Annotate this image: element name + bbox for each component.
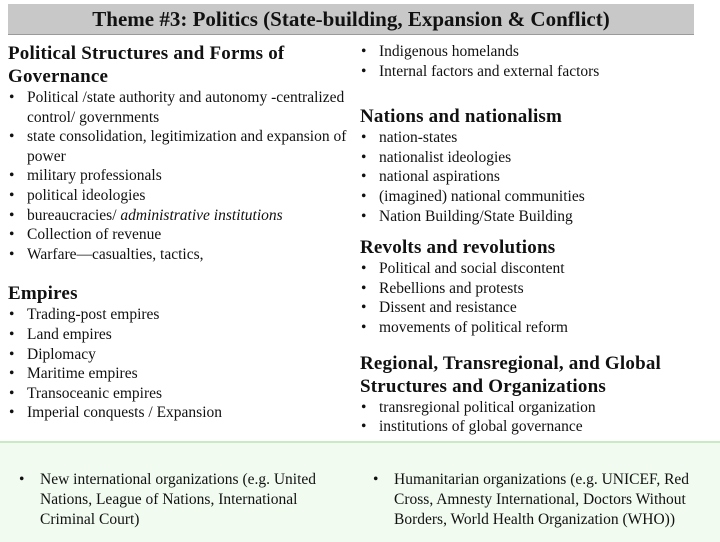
list-item: • military professionals: [8, 166, 348, 186]
list-item: • state consolidation, legitimization and expansion of power: [8, 127, 348, 166]
list-item: • New international organizations (e.g. United Nations, League of Nations, International Criminal Court): [18, 470, 348, 530]
list-item: • national aspirations: [360, 167, 710, 187]
regional-heading: Regional, Transregional, and Global Structures and Organizations: [360, 352, 662, 397]
list-item: • Imperial conquests / Expansion: [8, 403, 348, 423]
nations-heading: Nations and nationalism: [360, 106, 563, 128]
list-item: • Internal factors and external factors: [360, 62, 710, 82]
list-item-bureaucracies: [8, 206, 348, 226]
list-item: • Rebellions and protests: [360, 279, 710, 299]
list-item: • movements of political reform: [360, 318, 710, 338]
list-item: • Maritime empires: [8, 364, 348, 384]
top-list: [360, 42, 710, 81]
list-item: • transregional political organization: [360, 398, 710, 418]
empires-list: [8, 305, 348, 423]
bottom-right-list: [372, 470, 714, 530]
list-item: • institutions of global governance: [360, 417, 710, 437]
list-item: • Diplomacy: [8, 345, 348, 365]
list-item: • Political and social discontent: [360, 259, 710, 279]
list-item: • nation-states: [360, 128, 710, 148]
regional-list: [360, 398, 710, 437]
left-column: [8, 42, 348, 423]
bottom-panel: [0, 441, 720, 542]
list-item: • Land empires: [8, 325, 348, 345]
list-item: • political ideologies: [8, 186, 348, 206]
list-item: • Political /state authority and autonomy -centralized control/ governments: [8, 88, 348, 127]
revolts-heading: Revolts and revolutions: [360, 237, 556, 259]
list-item: • (imagined) national communities: [360, 187, 710, 207]
list-item: • Warfare—casualties, tactics,: [8, 245, 348, 265]
page-title: Theme #3: Politics (State-building, Expansion & Conflict): [8, 4, 694, 35]
right-column: [360, 42, 710, 437]
list-item: • nationalist ideologies: [360, 148, 710, 168]
empires-heading: Empires: [8, 283, 78, 305]
nations-list: [360, 128, 710, 226]
list-item: • Transoceanic empires: [8, 384, 348, 404]
list-item: • Indigenous homelands: [360, 42, 710, 62]
revolts-list: [360, 259, 710, 337]
list-item: • Nation Building/State Building: [360, 207, 710, 227]
political-structures-list: [8, 88, 348, 264]
bottom-left-list: [18, 470, 348, 530]
list-item: • Trading-post empires: [8, 305, 348, 325]
list-item: • Collection of revenue: [8, 225, 348, 245]
list-item-italic-text: administrative institutions: [120, 206, 283, 224]
list-item: • Dissent and resistance: [360, 298, 710, 318]
list-item: • Humanitarian organizations (e.g. UNICEF, Red Cross, Amnesty International, Doctors Without Borders, World Health Organization (WHO)): [372, 470, 714, 530]
list-item-text: bureaucracies/: [27, 206, 121, 224]
political-structures-heading: Political Structures and Forms of Governance: [8, 43, 285, 87]
